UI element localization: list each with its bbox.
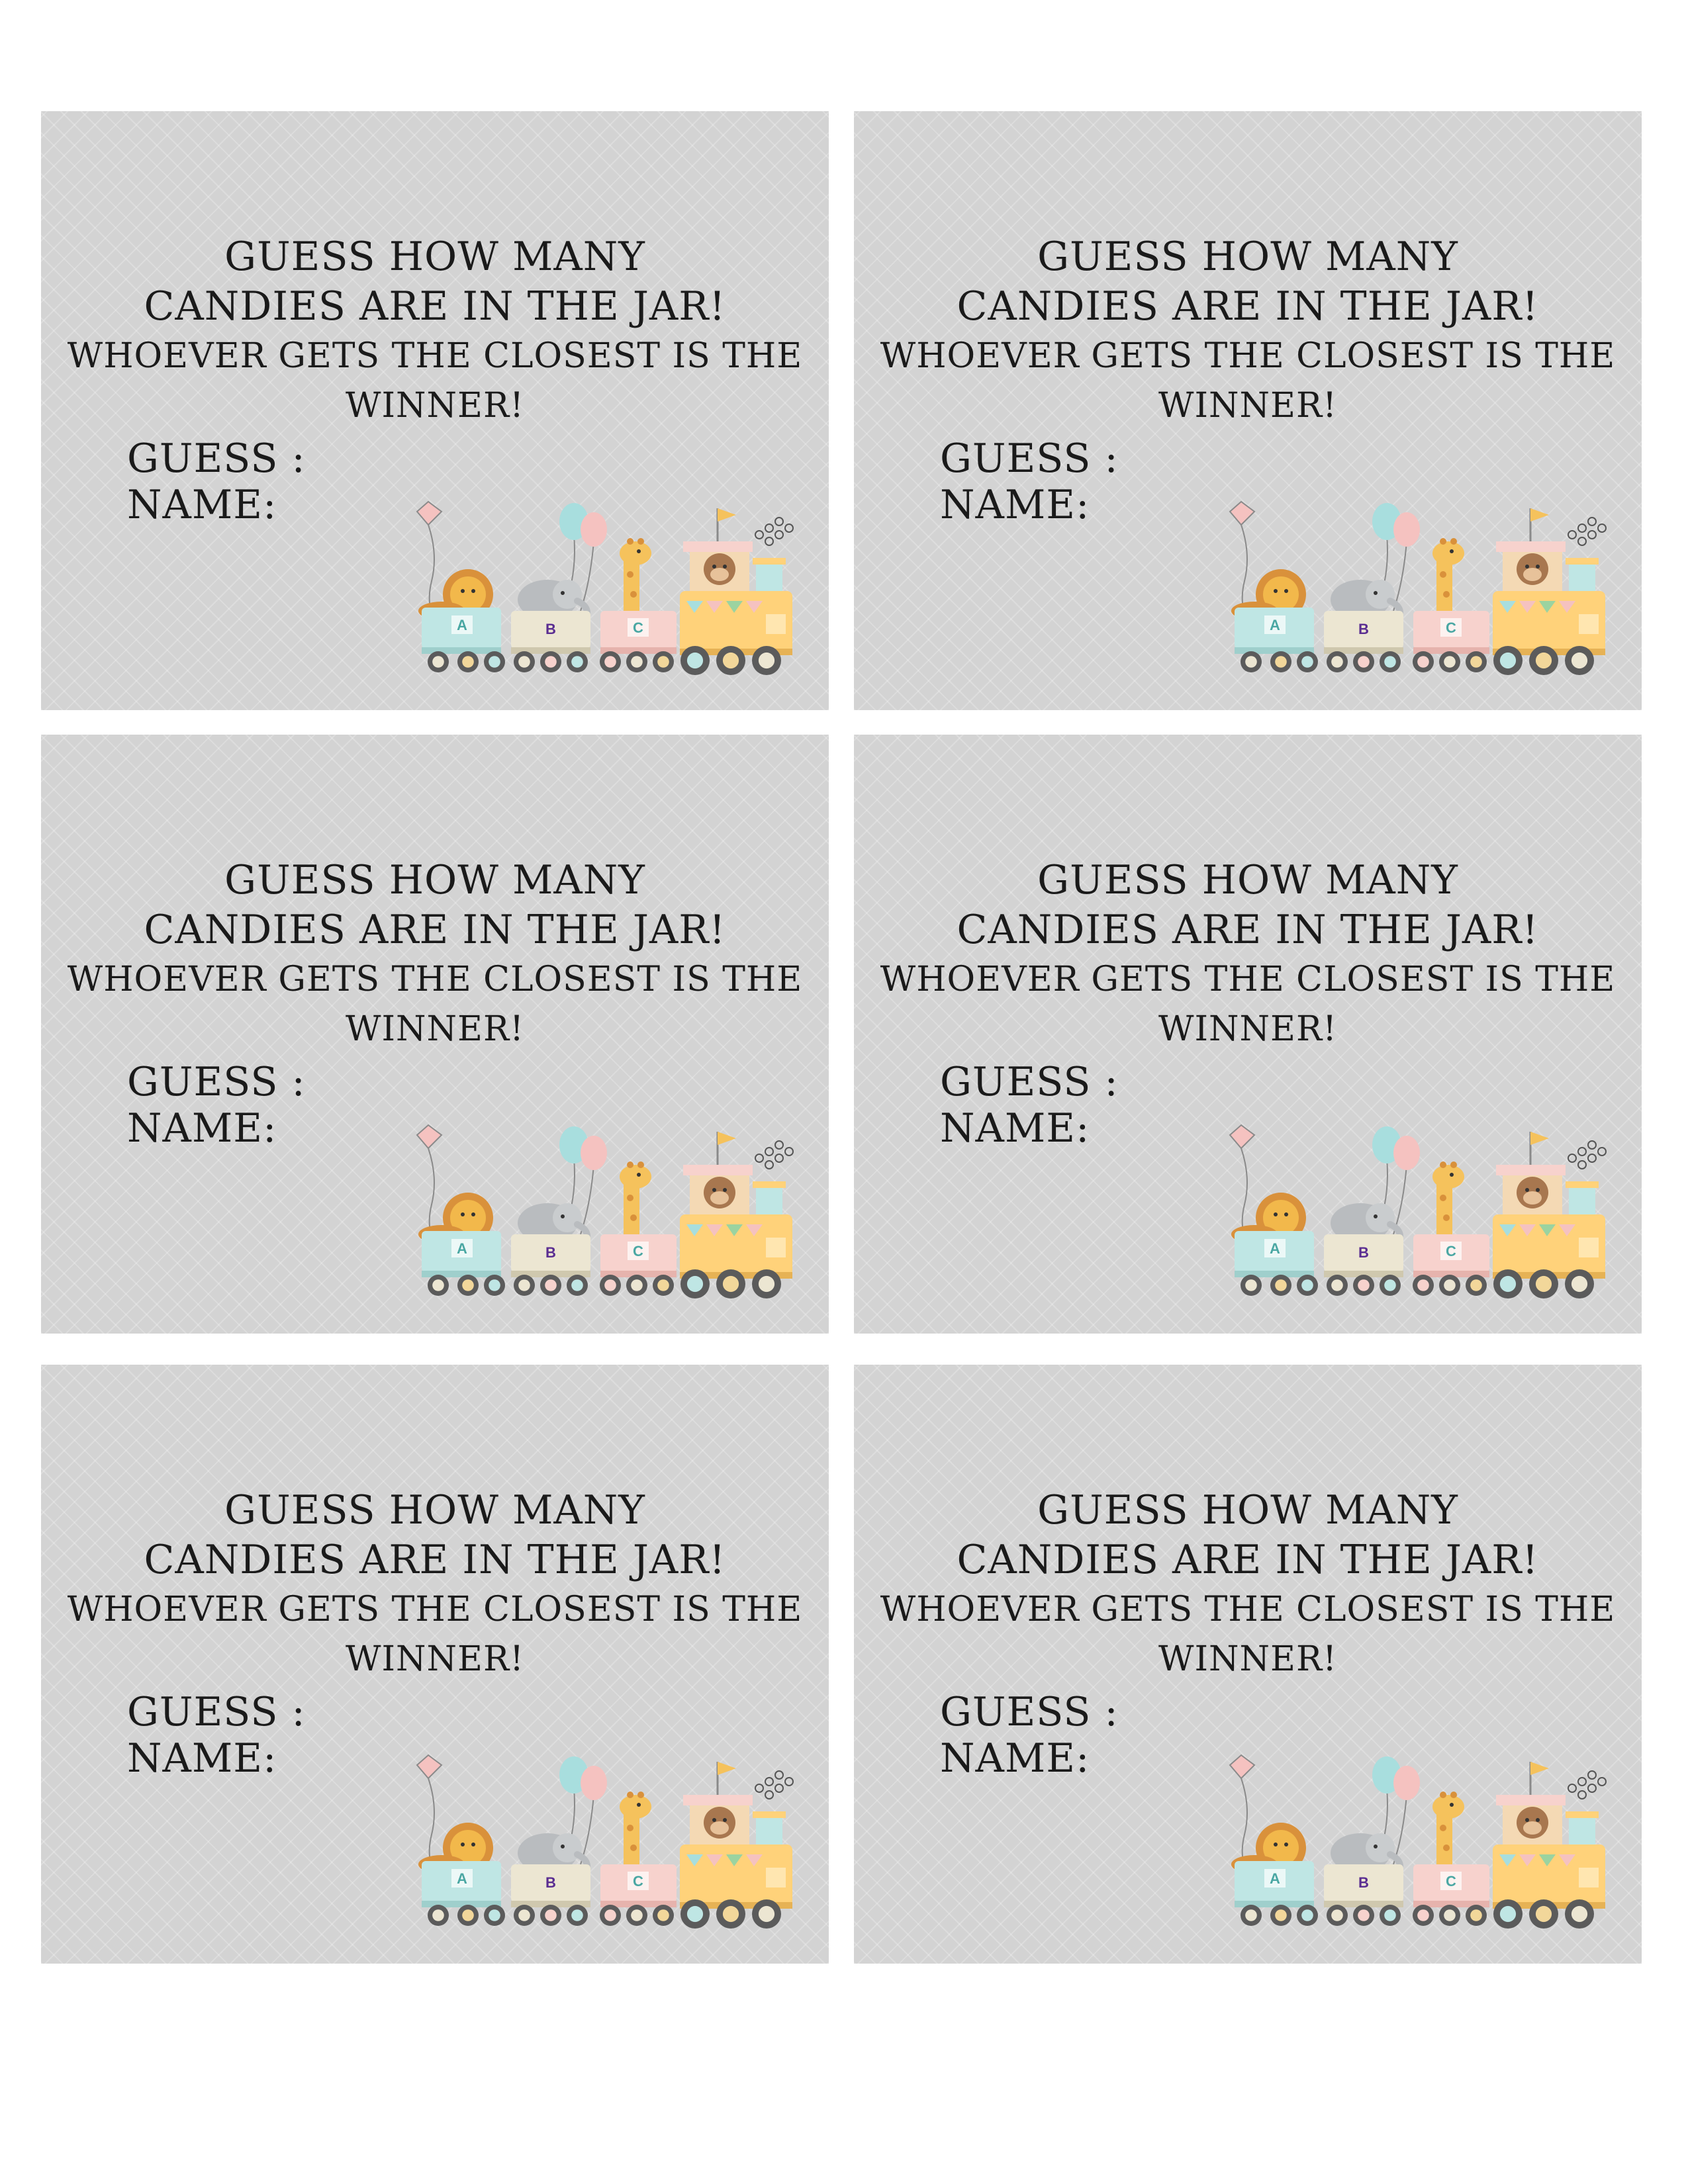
- svg-text:B: B: [1358, 621, 1369, 637]
- svg-text:C: C: [633, 1243, 643, 1259]
- guess-card: [41, 735, 829, 1334]
- card-subtitle-line-1: WHOEVER GETS THE CLOSEST IS THE: [67, 336, 803, 376]
- card-subtitle-line-1: WHOEVER GETS THE CLOSEST IS THE: [880, 960, 1616, 999]
- svg-text:B: B: [1358, 1874, 1369, 1891]
- guess-label: GUESS :: [127, 1689, 306, 1735]
- card-subtitle-line-2: WINNER!: [1158, 1639, 1337, 1679]
- svg-text:A: A: [1270, 1240, 1280, 1257]
- svg-text:A: A: [457, 1870, 467, 1887]
- card-title-line-1: GUESS HOW MANY: [1037, 234, 1458, 280]
- svg-text:C: C: [633, 1873, 643, 1889]
- svg-text:B: B: [1358, 1244, 1369, 1261]
- name-label: NAME:: [940, 1735, 1090, 1782]
- svg-text:A: A: [1270, 1870, 1280, 1887]
- guess-card: [41, 1365, 829, 1964]
- card-title-line-1: GUESS HOW MANY: [224, 857, 645, 903]
- name-label: NAME:: [127, 482, 277, 528]
- card-subtitle-line-1: WHOEVER GETS THE CLOSEST IS THE: [880, 336, 1616, 376]
- card-subtitle-line-2: WINNER!: [346, 386, 524, 426]
- name-label: NAME:: [940, 482, 1090, 528]
- card-subtitle-line-2: WINNER!: [346, 1009, 524, 1049]
- card-title-line-1: GUESS HOW MANY: [1037, 1487, 1458, 1533]
- guess-card: [41, 111, 829, 710]
- name-label: NAME:: [127, 1105, 277, 1152]
- svg-text:A: A: [457, 617, 467, 633]
- svg-text:A: A: [1270, 617, 1280, 633]
- card-title-line-2: CANDIES ARE IN THE JAR!: [144, 283, 726, 330]
- guess-label: GUESS :: [940, 1059, 1119, 1105]
- animal-train-illustration: [1225, 1749, 1622, 1950]
- card-subtitle-line-2: WINNER!: [1158, 386, 1337, 426]
- name-label: NAME:: [940, 1105, 1090, 1152]
- svg-text:B: B: [545, 1874, 556, 1891]
- card-title-line-2: CANDIES ARE IN THE JAR!: [957, 283, 1539, 330]
- guess-label: GUESS :: [940, 1689, 1119, 1735]
- name-label: NAME:: [127, 1735, 277, 1782]
- svg-text:A: A: [457, 1240, 467, 1257]
- svg-text:C: C: [1446, 1873, 1456, 1889]
- card-title-line-2: CANDIES ARE IN THE JAR!: [144, 1537, 726, 1583]
- card-title-line-1: GUESS HOW MANY: [1037, 857, 1458, 903]
- animal-train-illustration: [412, 1118, 809, 1320]
- guess-label: GUESS :: [127, 435, 306, 482]
- guess-label: GUESS :: [940, 435, 1119, 482]
- card-title-line-1: GUESS HOW MANY: [224, 234, 645, 280]
- svg-text:C: C: [1446, 1243, 1456, 1259]
- card-title-line-1: GUESS HOW MANY: [224, 1487, 645, 1533]
- animal-train-illustration: [1225, 495, 1622, 697]
- card-subtitle-line-1: WHOEVER GETS THE CLOSEST IS THE: [67, 1590, 803, 1629]
- card-subtitle-line-2: WINNER!: [346, 1639, 524, 1679]
- card-subtitle-line-2: WINNER!: [1158, 1009, 1337, 1049]
- svg-text:B: B: [545, 621, 556, 637]
- card-title-line-2: CANDIES ARE IN THE JAR!: [957, 1537, 1539, 1583]
- animal-train-illustration: [412, 495, 809, 697]
- card-title-line-2: CANDIES ARE IN THE JAR!: [144, 907, 726, 953]
- guess-card: [854, 1365, 1642, 1964]
- animal-train-illustration: [412, 1749, 809, 1950]
- card-subtitle-line-1: WHOEVER GETS THE CLOSEST IS THE: [67, 960, 803, 999]
- svg-text:C: C: [633, 619, 643, 636]
- guess-label: GUESS :: [127, 1059, 306, 1105]
- card-subtitle-line-1: WHOEVER GETS THE CLOSEST IS THE: [880, 1590, 1616, 1629]
- guess-card: [854, 735, 1642, 1334]
- animal-train-illustration: [1225, 1118, 1622, 1320]
- svg-text:C: C: [1446, 619, 1456, 636]
- card-title-line-2: CANDIES ARE IN THE JAR!: [957, 907, 1539, 953]
- guess-card: [854, 111, 1642, 710]
- svg-text:B: B: [545, 1244, 556, 1261]
